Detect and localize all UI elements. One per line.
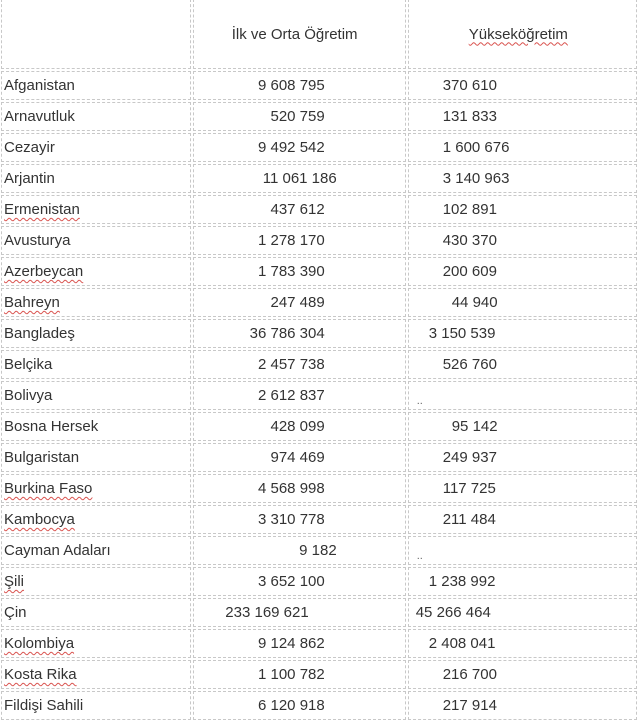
country-cell	[1, 629, 191, 658]
higher-education-cell: 430 370	[408, 226, 637, 255]
table-row	[1, 474, 637, 503]
primary-secondary-cell: 11 061 186	[193, 164, 406, 193]
country-label: Burkina Faso	[4, 480, 93, 497]
primary-secondary-cell: 9 608 795	[193, 71, 406, 100]
country-cell	[1, 567, 191, 596]
primary-secondary-cell: 233 169 621	[193, 598, 406, 627]
table-row	[1, 257, 637, 286]
table-row	[1, 164, 637, 193]
header-primary-secondary: İlk ve Orta Öğretim	[193, 0, 406, 69]
country-label: Kambocya	[4, 511, 75, 528]
primary-secondary-cell: 9 124 862	[193, 629, 406, 658]
higher-education-cell: 1 600 676	[408, 133, 637, 162]
primary-secondary-cell: 1 100 782	[193, 660, 406, 689]
table-row	[1, 660, 637, 689]
higher-education-cell: 211 484	[408, 505, 637, 534]
table-row	[1, 133, 637, 162]
higher-education-cell	[408, 381, 637, 410]
table-row	[1, 536, 637, 565]
country-label: Ermenistan	[4, 201, 80, 218]
primary-secondary-cell: 2 612 837	[193, 381, 406, 410]
table-row	[1, 567, 637, 596]
higher-education-cell: 45 266 464	[408, 598, 637, 627]
higher-education-cell: 370 610	[408, 71, 637, 100]
higher-education-cell: 249 937	[408, 443, 637, 472]
higher-education-cell	[408, 536, 637, 565]
header-higher-education	[408, 0, 637, 69]
header-higher-education-label: Yükseköğretim	[468, 25, 568, 43]
primary-secondary-cell: 974 469	[193, 443, 406, 472]
country-cell	[1, 257, 191, 286]
country-cell: Çin	[1, 598, 191, 627]
country-cell	[1, 505, 191, 534]
country-cell: Belçika	[1, 350, 191, 379]
country-cell	[1, 195, 191, 224]
country-label: Kosta Rika	[4, 666, 77, 683]
country-cell: Afganistan	[1, 71, 191, 100]
country-cell: Cayman Adaları	[1, 536, 191, 565]
table-row	[1, 598, 637, 627]
table-row	[1, 505, 637, 534]
higher-education-cell: 95 142	[408, 412, 637, 441]
higher-education-cell: 526 760	[408, 350, 637, 379]
table-row	[1, 691, 637, 720]
higher-education-cell: 44 940	[408, 288, 637, 317]
primary-secondary-cell: 9 182	[193, 536, 406, 565]
primary-secondary-cell: 36 786 304	[193, 319, 406, 348]
primary-secondary-cell: 3 652 100	[193, 567, 406, 596]
header-country	[1, 0, 191, 69]
country-label: Bahreyn	[4, 294, 60, 311]
higher-education-cell: 2 408 041	[408, 629, 637, 658]
primary-secondary-cell: 9 492 542	[193, 133, 406, 162]
higher-education-cell: 216 700	[408, 660, 637, 689]
country-cell: Bulgaristan	[1, 443, 191, 472]
primary-secondary-cell: 4 568 998	[193, 474, 406, 503]
country-label: Şili	[4, 573, 25, 590]
table-row	[1, 102, 637, 131]
table-row	[1, 288, 637, 317]
table-row	[1, 195, 637, 224]
table-row	[1, 381, 637, 410]
primary-secondary-cell: 1 783 390	[193, 257, 406, 286]
higher-education-cell: 3 150 539	[408, 319, 637, 348]
higher-education-cell: 131 833	[408, 102, 637, 131]
table-row	[1, 226, 637, 255]
primary-secondary-cell: 1 278 170	[193, 226, 406, 255]
primary-secondary-cell: 2 457 738	[193, 350, 406, 379]
higher-education-cell: 217 914	[408, 691, 637, 720]
primary-secondary-cell: 428 099	[193, 412, 406, 441]
higher-education-cell: 102 891	[408, 195, 637, 224]
table-row	[1, 443, 637, 472]
country-label: Azerbeycan	[4, 263, 84, 280]
header-row	[1, 0, 637, 69]
higher-education-cell: 117 725	[408, 474, 637, 503]
higher-education-cell: 3 140 963	[408, 164, 637, 193]
country-cell: Arjantin	[1, 164, 191, 193]
table-row	[1, 412, 637, 441]
table-row	[1, 350, 637, 379]
table-row	[1, 629, 637, 658]
higher-education-cell: 200 609	[408, 257, 637, 286]
country-cell: Fildişi Sahili	[1, 691, 191, 720]
country-label: Kolombiya	[4, 635, 75, 652]
country-cell: Avusturya	[1, 226, 191, 255]
primary-secondary-cell: 3 310 778	[193, 505, 406, 534]
primary-secondary-cell: 6 120 918	[193, 691, 406, 720]
primary-secondary-cell: 520 759	[193, 102, 406, 131]
country-cell: Bolivya	[1, 381, 191, 410]
table-row	[1, 71, 637, 100]
country-cell: Arnavutluk	[1, 102, 191, 131]
missing-value: ..	[416, 395, 423, 407]
country-cell	[1, 660, 191, 689]
primary-secondary-cell: 437 612	[193, 195, 406, 224]
country-cell	[1, 474, 191, 503]
country-cell	[1, 288, 191, 317]
higher-education-cell: 1 238 992	[408, 567, 637, 596]
primary-secondary-cell: 247 489	[193, 288, 406, 317]
missing-value: ..	[416, 550, 423, 562]
country-cell: Bosna Hersek	[1, 412, 191, 441]
country-cell: Cezayir	[1, 133, 191, 162]
country-cell: Bangladeş	[1, 319, 191, 348]
table-row	[1, 319, 637, 348]
